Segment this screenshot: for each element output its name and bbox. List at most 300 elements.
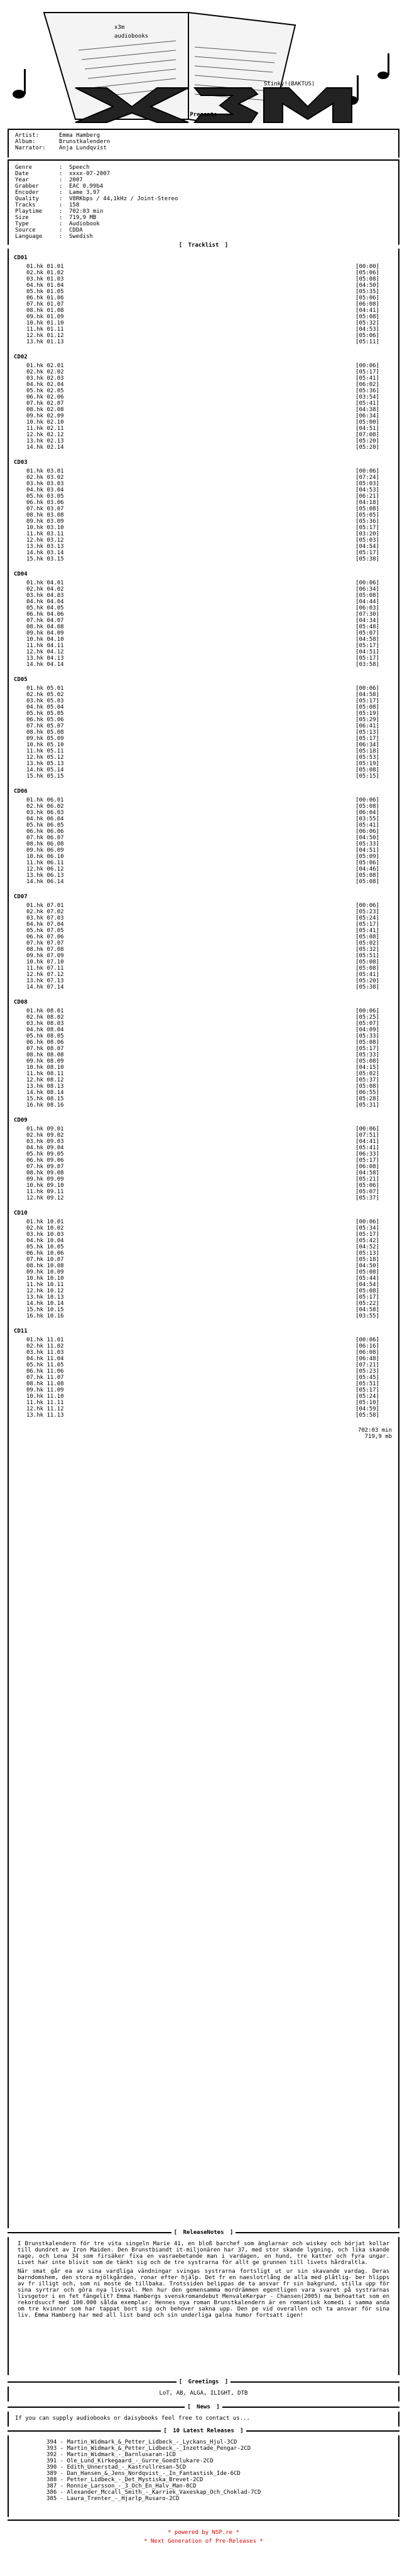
track-name: 06.hk 09.06 [26,1157,64,1164]
track-name: 08.hk 06.08 [26,841,64,847]
track-name: 14.hk 08.14 [26,1090,64,1096]
track-name: 15.hk 05.15 [26,773,64,780]
track-row [9,1014,398,1021]
spec-key: Date [15,171,29,177]
track-row [9,1282,398,1288]
track-duration: [00:00] [355,264,379,270]
track-name: 01.hk 09.01 [26,1126,64,1132]
track-duration: [05:09] [355,854,379,860]
track-duration: [07:24] [355,475,379,481]
track-row [9,1387,398,1393]
track-row [9,580,398,586]
track-name: 14.hk 04.14 [26,662,64,668]
track-name: 05.hk 04.05 [26,605,64,611]
track-duration: [05:08] [355,959,379,965]
track-name: 02.hk 01.02 [26,270,64,276]
release-item[interactable]: 391 - Ole_Lund_Kirkegaard_-_Gurre_Goedtlukare-2CD [46,2458,214,2464]
track-duration: [05:21] [355,1176,379,1183]
track-duration: [05:17] [355,1387,379,1393]
release-item[interactable]: 392 - Martin_Widmark_-_Barnlusaran-1CD [46,2452,176,2458]
track-name: 13.hk 07.13 [26,978,64,984]
spec-row [15,202,392,208]
track-duration: [03:55] [355,1313,379,1319]
track-duration: [05:07] [355,1021,379,1027]
cd-block [9,1328,398,1419]
track-row [9,444,398,451]
track-row [9,1052,398,1058]
track-row [9,1356,398,1362]
track-name: 09.hk 05.09 [26,736,64,742]
track-row [9,1065,398,1071]
track-row [9,1058,398,1065]
spec-separator: : [59,208,63,215]
track-row [9,1027,398,1033]
track-duration: [05:33] [355,1052,379,1058]
track-duration: [06:33] [355,1151,379,1157]
cd-block [9,459,398,562]
track-name: 11.hk 07.11 [26,965,64,972]
track-name: 04.hk 05.04 [26,704,64,711]
track-duration: [05:17] [355,736,379,742]
track-name: 10.hk 05.10 [26,742,64,748]
track-name: 02.hk 04.02 [26,586,64,593]
track-row [9,1195,398,1201]
track-name: 14.hk 05.14 [26,767,64,773]
spec-key: Source [15,227,36,233]
track-row [9,921,398,928]
track-row [9,1263,398,1269]
tracklist-box [8,249,399,2228]
track-duration: [04:15] [355,1065,379,1071]
track-name: 10.hk 07.10 [26,959,64,965]
cd-list [9,255,398,1419]
track-name: 08.hk 01.08 [26,308,64,314]
track-name: 12.hk 08.12 [26,1077,64,1083]
track-name: 01.hk 01.01 [26,264,64,270]
track-duration: [05:23] [355,1368,379,1375]
track-name: 02.hk 05.02 [26,692,64,698]
spec-separator: : [59,196,63,202]
track-row [9,1176,398,1183]
track-duration: [06:34] [355,413,379,419]
track-row [9,1313,398,1319]
track-row [9,1151,398,1157]
track-duration: [00:06] [355,1337,379,1343]
track-name: 02.hk 10.02 [26,1225,64,1232]
track-name: 13.hk 04.13 [26,655,64,662]
latest-releases-header: [ 10 Latest Releases ] [8,2428,399,2434]
spec-value: EAC 0.99b4 [69,183,104,190]
track-name: 10.hk 01.10 [26,320,64,326]
track-name: 08.hk 09.08 [26,1170,64,1176]
track-duration: [05:41] [355,928,379,934]
track-row [9,1400,398,1406]
track-row [9,947,398,953]
track-duration: [05:03] [355,481,379,487]
track-row [9,1307,398,1313]
spec-separator: : [59,215,63,221]
track-duration: [04:50] [355,1263,379,1269]
track-row [9,662,398,668]
track-duration: [04:59] [355,1406,379,1412]
track-row [9,1301,398,1307]
cd-block [9,1210,398,1319]
spec-row [15,215,392,221]
track-name: 11.hk 06.11 [26,860,64,866]
track-row [9,537,398,544]
track-row [9,879,398,885]
track-duration: [05:20] [355,444,379,451]
track-duration: [04:52] [355,1244,379,1250]
track-row [9,419,398,426]
track-duration: [05:36] [355,388,379,394]
track-row [9,375,398,382]
track-row [9,1343,398,1350]
spec-separator: : [59,183,63,190]
track-duration: [05:15] [355,773,379,780]
cd-title: CD02 [14,354,28,360]
track-row [9,1189,398,1195]
track-row [9,984,398,990]
track-row [9,1139,398,1145]
track-row [9,928,398,934]
track-row [9,1362,398,1368]
spec-key: Year [15,177,29,183]
track-duration: [06:03] [355,605,379,611]
track-name: 06.hk 01.06 [26,295,64,301]
track-duration: [04:50] [355,835,379,841]
cd-block [9,571,398,668]
track-name: 06.hk 11.06 [26,1368,64,1375]
track-row [9,736,398,742]
track-row [9,1157,398,1164]
spec-value: 158 [69,202,80,208]
cd-title: CD01 [14,255,28,261]
track-name: 12.hk 10.12 [26,1288,64,1294]
track-name: 13.hk 11.13 [26,1412,64,1419]
track-duration: [05:31] [355,1102,379,1108]
track-name: 08.hk 03.08 [26,512,64,518]
track-name: 03.hk 06.03 [26,810,64,816]
track-duration: [05:44] [355,1275,379,1282]
footer-tagline: * Next Generation of Pre-Releases * [144,2538,263,2545]
track-duration: [07:51] [355,1132,379,1139]
release-item[interactable]: 389 - Dan_Hansen_&_Jens_Nordqvist_-_In_Fantastisk_Ide-6CD [46,2471,241,2477]
track-name: 01.hk 11.01 [26,1337,64,1343]
spec-value: 719,9 MB [69,215,97,221]
track-duration: [06:02] [355,382,379,388]
track-row [9,1275,398,1282]
track-row [9,1008,398,1014]
release-item[interactable]: 394 - Martin_Widmark_&_Petter_Lidbeck_-_Lyckans_Hjul-3CD [46,2439,237,2445]
track-name: 08.hk 02.08 [26,407,64,413]
track-duration: [05:13] [355,729,379,736]
spec-key: Size [15,215,29,221]
track-name: 02.hk 07.02 [26,909,64,915]
track-duration: [06:08] [355,1350,379,1356]
cd-title: CD05 [14,677,28,683]
track-row [9,388,398,394]
track-row [9,729,398,736]
track-row [9,295,398,301]
track-duration: [04:53] [355,326,379,333]
track-name: 04.hk 10.04 [26,1238,64,1244]
track-duration: [05:08] [355,1039,379,1046]
news-text: If you can supply audiobooks or daisybooks feel free to contact us... [15,2415,250,2422]
track-name: 14.hk 02.14 [26,444,64,451]
track-duration: [04:18] [355,500,379,506]
track-row [9,959,398,965]
spec-key: Tracks [15,202,36,208]
track-row [9,394,398,400]
track-name: 09.hk 08.09 [26,1058,64,1065]
track-row [9,1368,398,1375]
track-row [9,1225,398,1232]
spec-separator: : [59,202,63,208]
track-name: 04.hk 02.04 [26,382,64,388]
track-row [9,475,398,481]
track-duration: [04:50] [355,282,379,289]
track-row [9,438,398,444]
track-row [9,1071,398,1077]
releasenotes-paragraph: När smat går ea av sina vardliga vändningar svingas systrarna fortsligt ut ur sin skavande vardag. Deras barndomshem, den stora mjölkgården, ronar efter hjälp. Det fr en naeslotrlång de alla med plåtlig- ber hlipps av fr illigt och, som ni moste de tillbaka. Trotssiden belippas de ta ansvar fr sin bakgrund, stilla upp för sina syrtrar och göra nya livsval. Men hur den gemensamma mordrämmen egentligen vara svaret på systrarnas livsgetor i en fet fängelit? Emma Hambergs svenskromandebut MenvaleKerpar - Chansen(2005) ma behoattat som en rekordsuccf med 100.000 sålda exemplar. Hennes nya roman Brunstkalendern är en romantisk komedi i samma anda om tre kvinnor som har tappat bort sig och behover sakna upp. Den pe vid overallen och ta ansvar för sina liv. Emma Hamberg har med all list band och sin underliga galna humor fortsatt igen! [18,2268,389,2319]
track-duration: [05:08] [355,767,379,773]
track-row [9,1244,398,1250]
track-duration: [05:32] [355,320,379,326]
track-duration: [05:06] [355,333,379,339]
track-duration: [00:06] [355,468,379,475]
track-row [9,320,398,326]
track-duration: [05:37] [355,1077,379,1083]
track-row [9,369,398,375]
track-name: 01.hk 10.01 [26,1219,64,1225]
track-row [9,761,398,767]
track-name: 12.hk 04.12 [26,649,64,655]
track-duration: [04:46] [355,866,379,872]
cd-block [9,354,398,451]
track-name: 10.hk 04.10 [26,636,64,643]
track-name: 13.hk 01.13 [26,339,64,345]
track-duration: [00:06] [355,580,379,586]
track-row [9,903,398,909]
track-row [9,872,398,879]
track-row [9,333,398,339]
track-row [9,692,398,698]
track-row [9,630,398,636]
track-duration: [05:37] [355,1195,379,1201]
track-row [9,487,398,493]
release-item[interactable]: 387 - Ronnie_Larsson_-_3_Och_En_Halv_Man-8CD [46,2483,197,2489]
track-row [9,748,398,754]
track-name: 09.hk 03.09 [26,518,64,525]
track-duration: [04:51] [355,426,379,432]
track-name: 06.hk 08.06 [26,1039,64,1046]
open-book-icon [44,13,295,123]
audiobooks-label: audiobooks [114,33,149,40]
track-row [9,1375,398,1381]
spec-separator: : [59,190,63,196]
track-row [9,773,398,780]
track-duration: [05:08] [355,704,379,711]
track-name: 07.hk 02.07 [26,400,64,407]
track-duration: [00:06] [355,685,379,692]
track-row [9,1126,398,1132]
track-duration: [05:17] [355,1046,379,1052]
track-name: 15.hk 03.15 [26,556,64,562]
spec-value: 702:03 min [69,208,104,215]
track-row [9,264,398,270]
track-duration: [06:34] [355,586,379,593]
track-name: 11.hk 01.11 [26,326,64,333]
track-row [9,940,398,947]
track-row [9,282,398,289]
track-name: 14.hk 10.14 [26,1301,64,1307]
track-duration: [05:17] [355,369,379,375]
track-duration: [05:58] [355,1412,379,1419]
track-name: 08.hk 10.08 [26,1263,64,1269]
track-duration: [05:25] [355,1014,379,1021]
spec-key: Type [15,221,29,227]
track-row [9,1294,398,1301]
release-item[interactable]: 388 - Petter_Lidbeck_-_Det_Mystiska_Brevet-2CD [46,2477,204,2483]
track-duration: [05:17] [355,655,379,662]
track-name: 05.hk 02.05 [26,388,64,394]
track-row [9,847,398,854]
track-duration: [05:41] [355,375,379,382]
track-name: 13.hk 10.13 [26,1294,64,1301]
track-duration: [04:34] [355,618,379,624]
track-name: 07.hk 03.07 [26,506,64,512]
track-name: 09.hk 02.09 [26,413,64,419]
track-row [9,685,398,692]
track-name: 03.hk 08.03 [26,1021,64,1027]
track-name: 11.hk 08.11 [26,1071,64,1077]
track-row [9,363,398,369]
track-row [9,866,398,872]
spec-value: Audiobook [69,221,100,227]
track-name: 03.hk 05.03 [26,698,64,704]
releasenotes-paragraph: I Brunstkalendern för tre vita singeln Marie 41, en bloß barchef som änglarnar och wiskey och börjat kollar till dundret av Iron Maiden. Den Brunstbiandt it-miljonären har 37, med stor skande lygning, och lika skande nage, och Lena 34 som firsäker fixa en vasraebetande man i vardagen, en hund, tre katter och fyra ungar. Livet har inte blivit som de tänkt sig och de tre systrarna för allt ge grunnen till livets hårdraltla. [18,2241,389,2266]
track-row [9,1039,398,1046]
track-row [9,550,398,556]
release-item[interactable]: 390 - Edith_Unnerstad_-_Kastrullresan-5CD [46,2464,187,2471]
track-name: 03.hk 07.03 [26,915,64,921]
track-name: 03.hk 04.03 [26,593,64,599]
track-duration: [05:38] [355,556,379,562]
track-duration: [05:08] [355,314,379,320]
track-name: 08.hk 07.08 [26,947,64,953]
track-row [9,1183,398,1189]
track-name: 04.hk 07.04 [26,921,64,928]
cd-block [9,788,398,885]
track-duration: [05:08] [355,276,379,282]
track-name: 05.hk 01.05 [26,289,64,295]
greetings-box [8,2386,399,2402]
spec-value: Swedish [69,233,93,240]
track-name: 01.hk 03.01 [26,468,64,475]
release-item[interactable]: 385 - Laura_Trenter_-_Hjarlp_Rusaro-2CD [46,2496,180,2502]
track-duration: [05:11] [355,339,379,345]
track-row [9,1412,398,1419]
track-name: 14.hk 03.14 [26,550,64,556]
track-duration: [00:06] [355,797,379,803]
specs-box [8,161,399,245]
track-duration: [05:24] [355,915,379,921]
track-name: 10.hk 09.10 [26,1183,64,1189]
track-row [9,816,398,822]
track-row [9,1238,398,1244]
track-duration: [06:21] [355,493,379,500]
narrator-label: Narrator: [15,145,46,151]
spec-row [15,233,392,240]
cd-title: CD07 [14,894,28,900]
track-duration: [05:03] [355,537,379,544]
track-row [9,1033,398,1039]
track-row [9,1288,398,1294]
track-name: 04.hk 01.04 [26,282,64,289]
footer-powered[interactable]: * powered by NSP.re * [168,2530,239,2536]
spec-key: Language [15,233,43,240]
track-duration: [05:08] [355,1058,379,1065]
track-duration: [05:02] [355,940,379,947]
track-row [9,1350,398,1356]
cd-title: CD08 [14,999,28,1006]
track-duration: [05:08] [355,593,379,599]
track-row [9,1077,398,1083]
track-duration: [05:08] [355,1288,379,1294]
release-item[interactable]: 386 - Alexander_Mccall_Smith_-_Karriek_Vaxeskap_Och_Choklad-7CD [46,2489,261,2496]
track-row [9,413,398,419]
track-duration: [05:33] [355,841,379,847]
spec-row [15,171,392,177]
track-row [9,1164,398,1170]
track-name: 09.hk 01.09 [26,314,64,320]
track-duration: [04:58] [355,1307,379,1313]
track-name: 06.hk 10.06 [26,1250,64,1257]
track-row [9,978,398,984]
track-name: 06.hk 07.06 [26,934,64,940]
track-duration: [05:32] [355,947,379,953]
track-duration: [05:08] [355,879,379,885]
track-duration: [05:06] [355,1183,379,1189]
track-duration: [00:06] [355,1008,379,1014]
track-duration: [05:42] [355,1238,379,1244]
track-row [9,803,398,810]
spec-value: 2007 [69,177,83,183]
track-name: 07.hk 04.07 [26,618,64,624]
spec-key: Genre [15,164,33,171]
track-duration: [05:51] [355,953,379,959]
track-row [9,953,398,959]
track-duration: [05:29] [355,717,379,723]
news-box [8,2412,399,2427]
track-name: 02.hk 06.02 [26,803,64,810]
track-name: 03.hk 11.03 [26,1350,64,1356]
release-item[interactable]: 393 - Martin_Widmark_&_Petter_Lidbeck_-_Inzettade_Pengar-2CD [46,2445,251,2452]
track-name: 10.hk 11.10 [26,1393,64,1400]
track-duration: [05:28] [355,1096,379,1102]
track-duration: [05:07] [355,630,379,636]
track-duration: [05:48] [355,624,379,630]
track-name: 07.hk 06.07 [26,835,64,841]
track-name: 03.hk 02.03 [26,375,64,382]
album-label: Album: [15,139,36,145]
track-name: 12.hk 01.12 [26,333,64,339]
track-name: 12.hk 02.12 [26,432,64,438]
track-row [9,655,398,662]
track-row [9,525,398,531]
track-row [9,531,398,537]
